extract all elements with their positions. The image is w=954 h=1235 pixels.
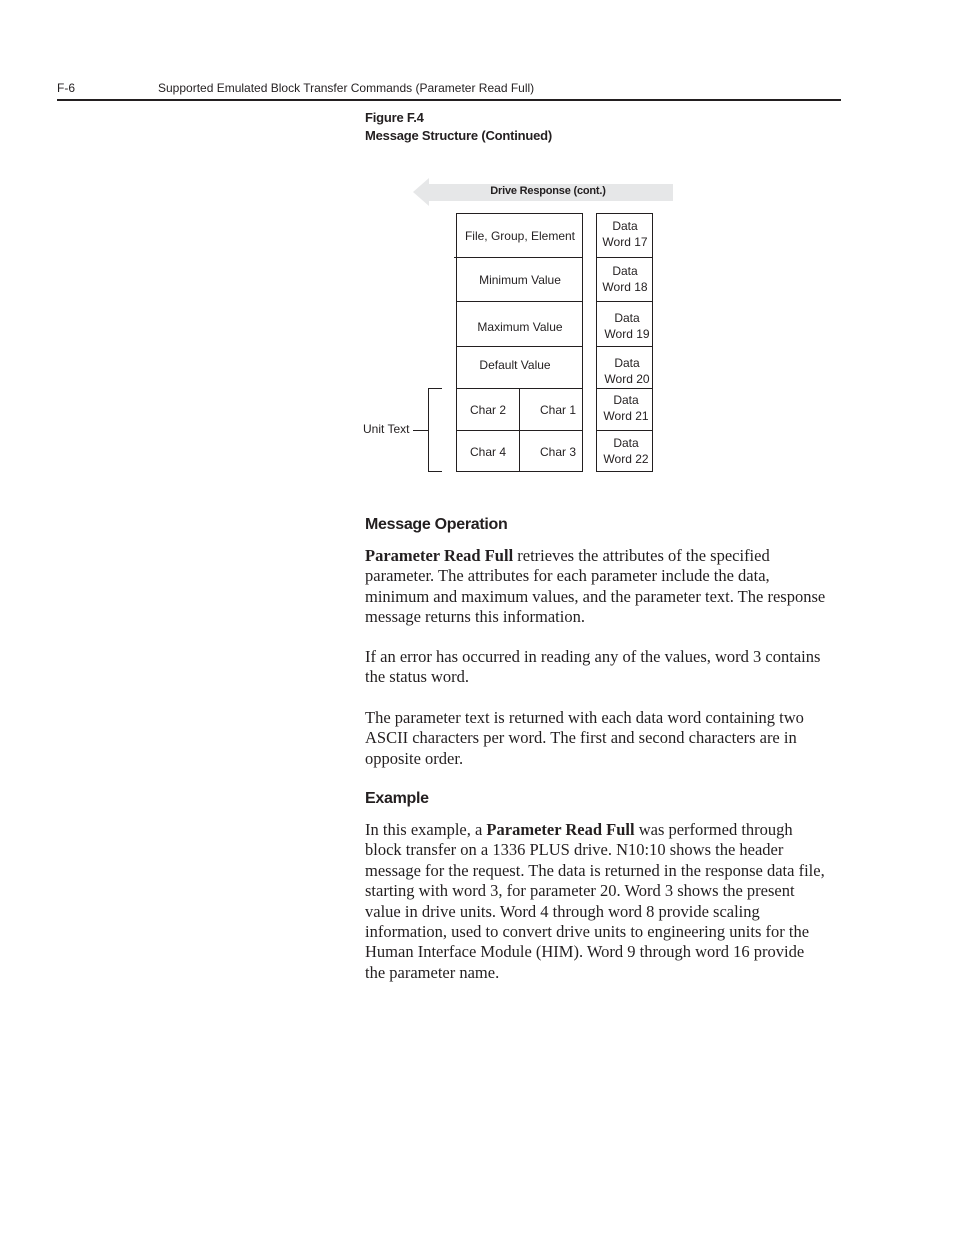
field-maximum-value: Maximum Value: [477, 320, 563, 334]
data-word-19: [598, 310, 656, 342]
paragraph-line: Human Interface Module (HIM). Word 9 through word 16 provide: [365, 942, 805, 962]
data-word-label: Data: [612, 264, 638, 278]
term-parameter-read-full: Parameter Read Full: [486, 820, 635, 839]
data-word-label: Data: [614, 356, 640, 370]
char-2-cell: Char 2: [469, 403, 507, 417]
figure-title: Message Structure (Continued): [365, 128, 553, 143]
data-word-18: [597, 263, 653, 295]
data-word-number: Word 21: [603, 409, 649, 423]
paragraph-line: block transfer on a 1336 PLUS drive. N10:10 shows the header: [365, 840, 784, 860]
data-word-number: Word 18: [602, 280, 648, 294]
field-default-value: Default Value: [479, 358, 551, 372]
paragraph-line: The parameter text is returned with each data word containing two: [365, 708, 804, 727]
paragraph-line: retrieves the attributes of the specified: [513, 546, 770, 565]
message-structure-diagram: [355, 176, 685, 476]
paragraph-line: information, used to convert drive units to engineering units for the: [365, 922, 810, 942]
paragraph-line: opposite order.: [365, 748, 464, 768]
data-word-label: Data: [613, 436, 639, 450]
field-minimum-value: Minimum Value: [479, 273, 561, 287]
term-parameter-read-full: Parameter Read Full: [365, 546, 514, 565]
paragraph-line: ASCII characters per word. The first and second characters are in: [365, 728, 797, 748]
paragraph-line: If an error has occurred in reading any of the values, word 3 contains: [365, 647, 821, 666]
paragraph-line: message returns this information.: [365, 607, 585, 627]
char-3-cell: Char 3: [539, 445, 577, 459]
char-1-cell: Char 1: [539, 403, 577, 417]
data-word-label: Data: [613, 393, 639, 407]
paragraph-line: starting with word 3, for parameter 20. Word 3 shows the present: [365, 881, 795, 901]
page-number: F-6: [57, 81, 75, 95]
header-rule: [57, 99, 841, 101]
message-operation-paragraph-2: [365, 647, 845, 688]
field-file-group-element: File, Group, Element: [464, 229, 576, 243]
running-title: Supported Emulated Block Transfer Commands (Parameter Read Full): [158, 81, 535, 95]
data-word-label: Data: [612, 219, 638, 233]
data-word-label: Data: [614, 311, 640, 325]
data-word-22: [597, 435, 655, 467]
data-word-20: [598, 355, 656, 387]
paragraph-line: In this example, a: [365, 820, 487, 839]
paragraph-line: minimum and maximum values, and the parameter text. The response: [365, 586, 826, 606]
message-operation-paragraph-1: [365, 546, 845, 628]
data-word-21: [597, 392, 655, 424]
message-operation-heading: Message Operation: [365, 516, 508, 533]
paragraph-line: value in drive units. Word 4 through word 8 provide scaling: [365, 901, 760, 921]
paragraph-line: parameter. The attributes for each parameter include the data,: [365, 566, 770, 586]
unit-text-label: Unit Text: [363, 422, 410, 436]
paragraph-line: was performed through: [634, 820, 793, 839]
char-4-cell: Char 4: [469, 445, 507, 459]
data-word-number: Word 17: [602, 235, 648, 249]
data-word-number: Word 19: [604, 327, 650, 341]
message-operation-paragraph-3: [365, 708, 845, 769]
example-heading: Example: [365, 790, 429, 807]
example-paragraph: [365, 820, 845, 983]
drive-response-label: Drive Response (cont.): [490, 185, 606, 197]
data-word-number: Word 20: [604, 372, 650, 386]
data-word-17: [597, 218, 653, 250]
paragraph-line: message for the request. The data is returned in the response data file,: [365, 860, 825, 880]
paragraph-line: the status word.: [365, 667, 470, 687]
data-word-number: Word 22: [603, 452, 649, 466]
paragraph-line: the parameter name.: [365, 962, 500, 982]
figure-label: Figure F.4: [365, 110, 424, 125]
